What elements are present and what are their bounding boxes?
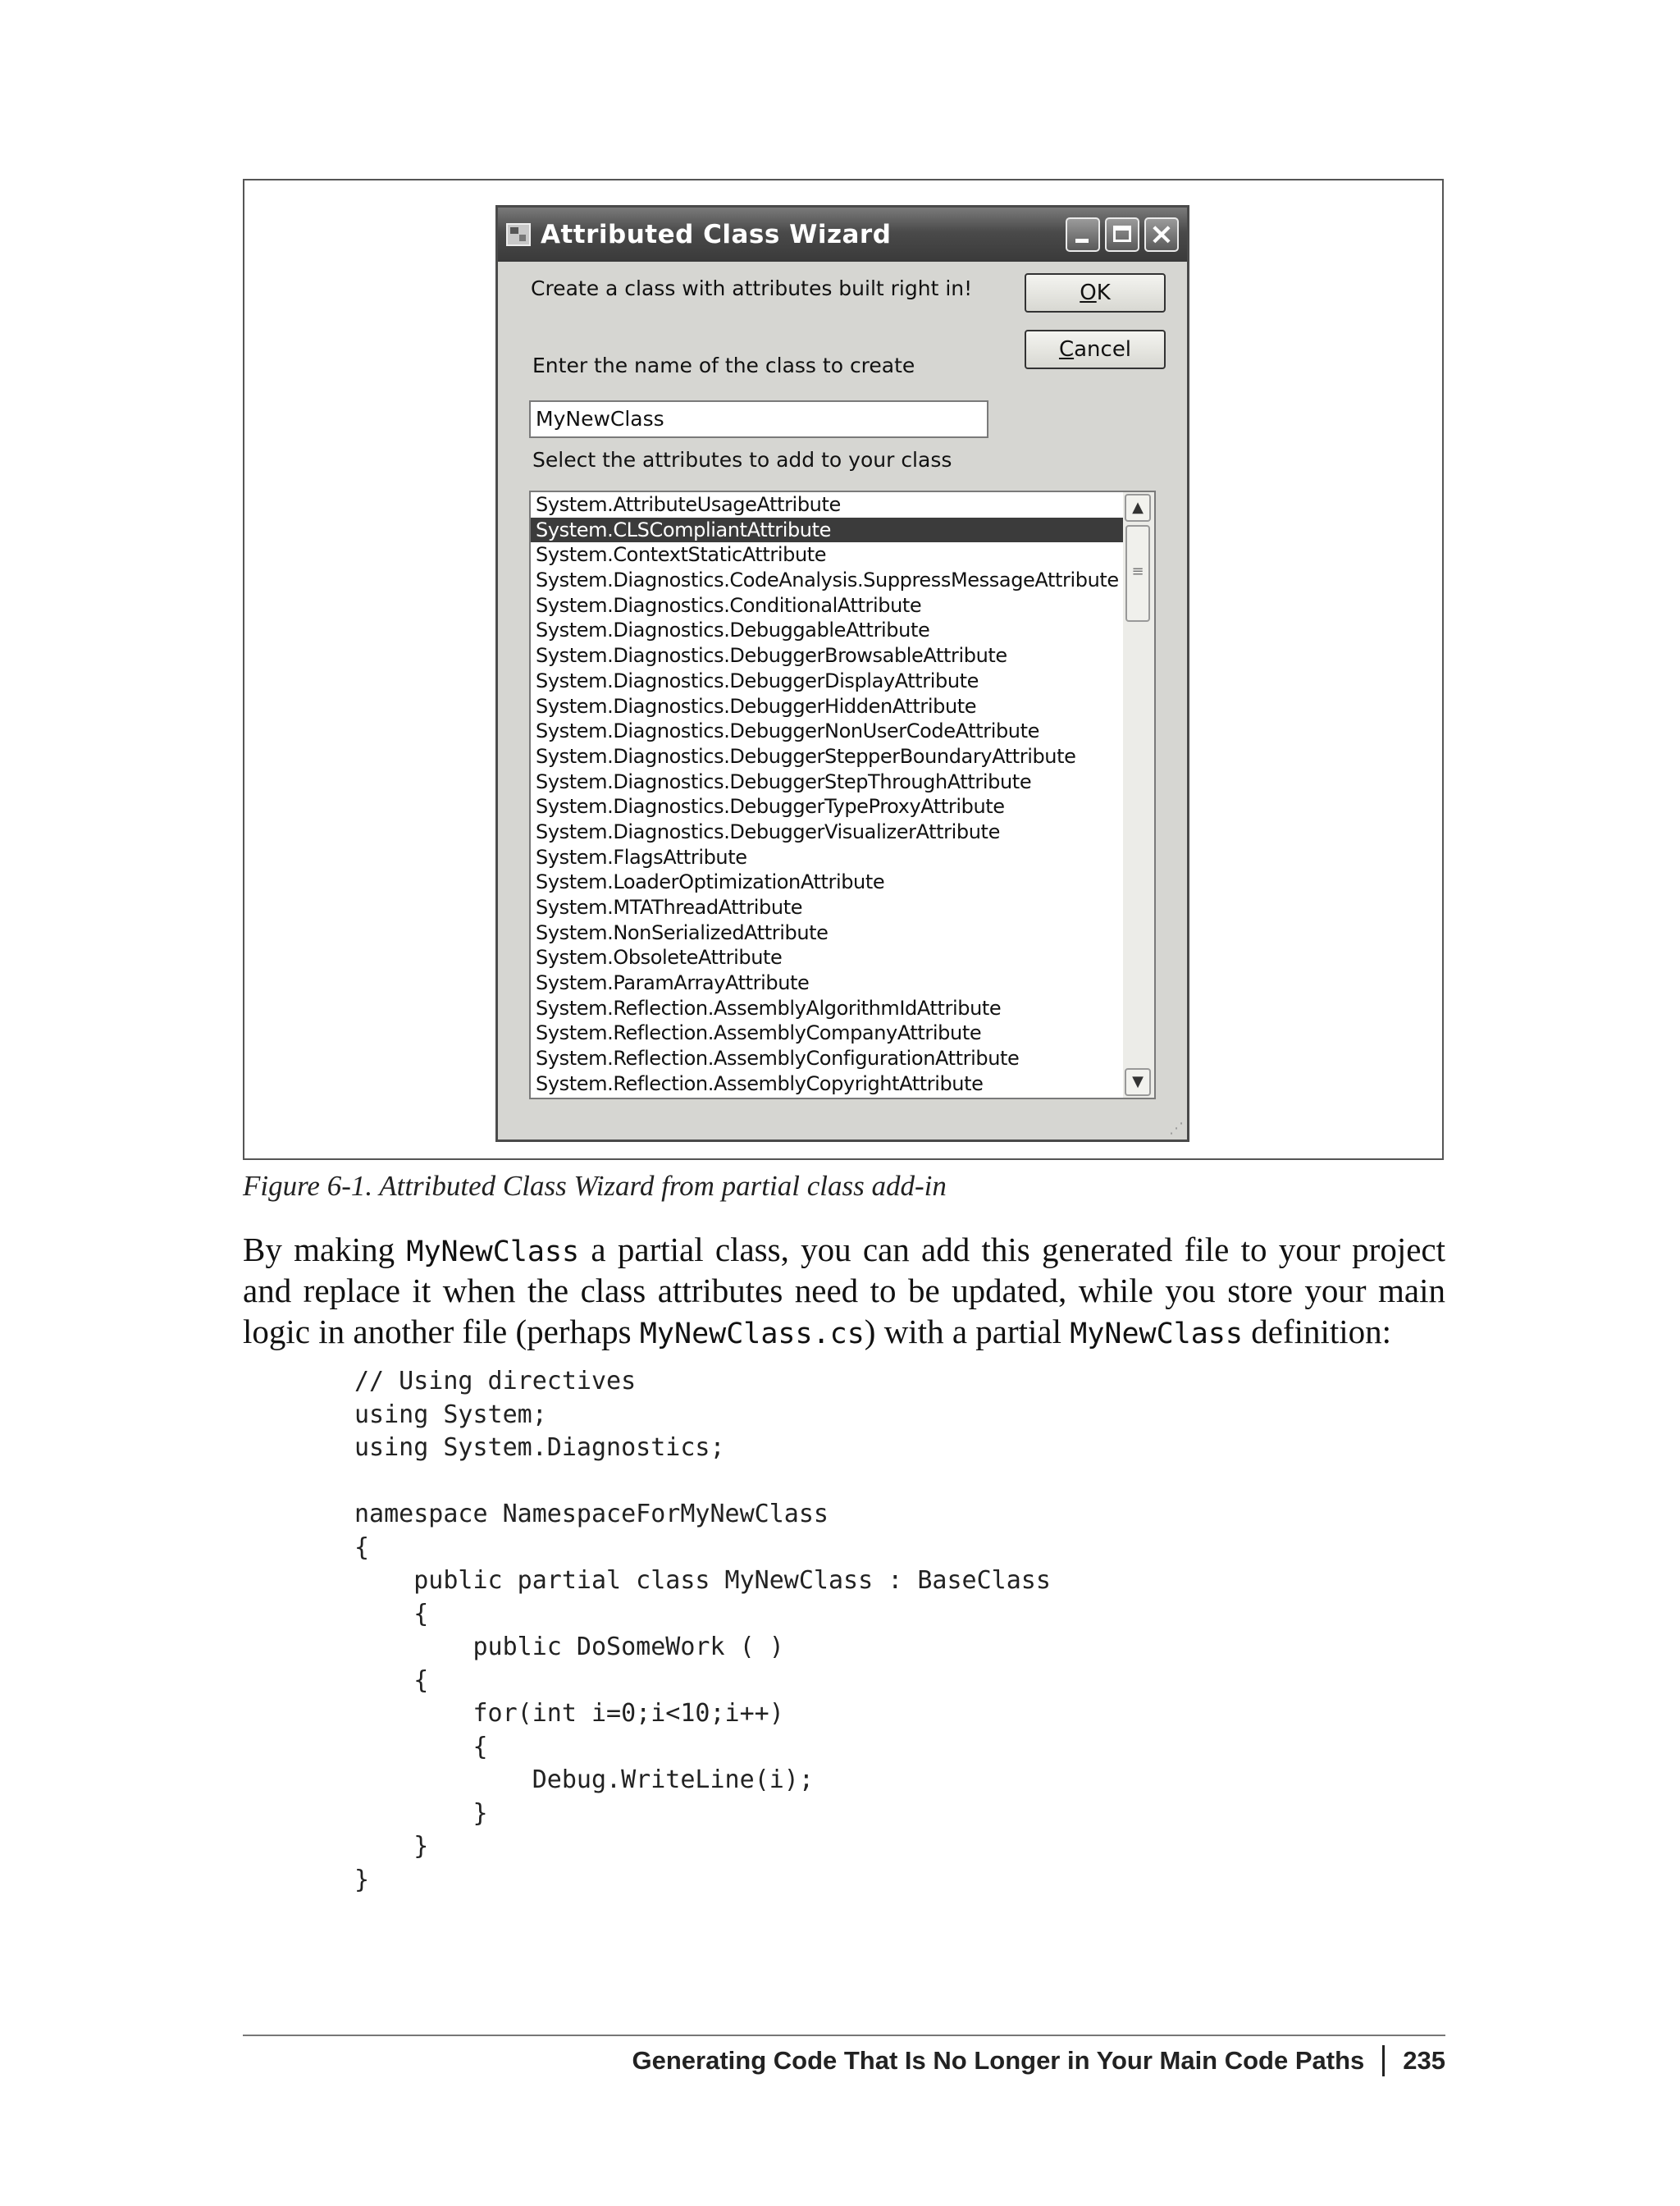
attribute-list-item[interactable]: System.Diagnostics.DebuggerTypeProxyAttribute — [536, 795, 1005, 819]
attribute-list-item[interactable]: System.Diagnostics.DebuggerStepThroughAttribute — [536, 770, 1032, 793]
inline-code: MyNewClass — [1070, 1318, 1243, 1350]
page-number: 235 — [1403, 2046, 1445, 2075]
attribute-list-item[interactable]: System.Diagnostics.DebuggerVisualizerAttribute — [536, 820, 1000, 843]
running-footer-title: Generating Code That Is No Longer in Your Main Code Paths — [632, 2046, 1365, 2075]
paragraph-line — [243, 1311, 1445, 1352]
attribute-list-item[interactable]: System.ObsoleteAttribute — [536, 946, 783, 970]
paragraph-line: and replace it when the class attributes need to be updated, while you store your main — [243, 1272, 1445, 1309]
cancel-mnemonic: C — [1058, 337, 1075, 362]
paragraph-line — [243, 1229, 1445, 1270]
listbox-scrollbar[interactable] — [1123, 492, 1154, 1098]
ok-label: K — [1096, 281, 1111, 305]
application-icon[interactable] — [506, 223, 531, 246]
attribute-list-item[interactable]: System.Diagnostics.DebuggableAttribute — [536, 619, 930, 642]
inline-code: MyNewClass — [406, 1235, 580, 1268]
code-line: { — [354, 1599, 429, 1628]
attribute-list-item[interactable]: System.ContextStaticAttribute — [536, 543, 827, 567]
intro-label: Create a class with attributes built right in! — [531, 276, 973, 300]
scroll-thumb[interactable]: ≡ — [1125, 525, 1150, 622]
attribute-list-item[interactable]: System.MTAThreadAttribute — [536, 896, 803, 919]
attribute-list-item[interactable]: System.Reflection.AssemblyConfigurationAttribute — [536, 1047, 1020, 1071]
text-run: ) with a partial — [864, 1313, 1071, 1350]
footer-separator — [1382, 2045, 1385, 2076]
cancel-button[interactable] — [1025, 330, 1166, 369]
dialog-title: Attributed Class Wizard — [541, 220, 892, 249]
code-line: public DoSomeWork ( ) — [354, 1633, 784, 1661]
window-controls — [1066, 217, 1179, 252]
close-icon[interactable]: × — [1144, 217, 1179, 252]
code-line: for(int i=0;i<10;i++) — [354, 1699, 784, 1728]
attribute-list-item[interactable]: System.FlagsAttribute — [536, 845, 747, 869]
attribute-list-item[interactable]: System.CLSCompliantAttribute — [531, 518, 1123, 543]
code-line: } — [354, 1832, 429, 1861]
attributes-label: Select the attributes to add to your class — [532, 448, 952, 472]
dialog-titlebar[interactable] — [498, 208, 1187, 262]
code-line: { — [354, 1665, 429, 1695]
ok-mnemonic: O — [1080, 281, 1097, 305]
code-line: using System.Diagnostics; — [354, 1433, 725, 1462]
text-run: logic in another file (perhaps — [243, 1313, 640, 1350]
attributes-listbox[interactable] — [529, 491, 1156, 1099]
text-run: definition: — [1242, 1313, 1392, 1350]
attribute-list-item[interactable]: System.Diagnostics.ConditionalAttribute — [536, 593, 922, 617]
attribute-list-item[interactable]: System.ParamArrayAttribute — [536, 971, 810, 995]
scroll-down-icon[interactable]: ▼ — [1125, 1068, 1151, 1096]
attributed-class-wizard-dialog — [495, 205, 1189, 1142]
attribute-list-item[interactable]: System.NonSerializedAttribute — [536, 920, 829, 944]
attribute-list-item[interactable]: System.Diagnostics.DebuggerDisplayAttribute — [536, 669, 979, 692]
maximize-icon[interactable] — [1105, 217, 1139, 252]
attribute-list-item[interactable]: System.LoaderOptimizationAttribute — [536, 870, 885, 894]
code-line: using System; — [354, 1400, 547, 1429]
scroll-up-icon[interactable]: ▲ — [1125, 494, 1151, 522]
resize-grip-icon[interactable]: ⋰ — [1169, 1120, 1184, 1137]
code-line: } — [354, 1865, 370, 1894]
attribute-list-item[interactable]: System.Diagnostics.DebuggerStepperBoundaryAttribute — [536, 744, 1076, 768]
code-line: public partial class MyNewClass : BaseClass — [354, 1566, 1051, 1595]
text-run: By making — [243, 1231, 407, 1268]
footer-rule — [243, 2035, 1445, 2036]
code-line: // Using directives — [354, 1367, 637, 1395]
attribute-list-item[interactable]: System.Reflection.AssemblyAlgorithmIdAttribute — [536, 996, 1002, 1020]
attribute-list-item[interactable]: System.AttributeUsageAttribute — [536, 493, 841, 516]
class-name-input[interactable]: MyNewClass — [529, 400, 988, 438]
code-line: { — [354, 1732, 488, 1761]
attribute-list-item[interactable]: System.Reflection.AssemblyCopyrightAttribute — [536, 1071, 984, 1095]
ok-button[interactable] — [1025, 273, 1166, 313]
class-name-label: Enter the name of the class to create — [532, 354, 915, 377]
code-line: Debug.WriteLine(i); — [354, 1765, 814, 1794]
figure-caption: Figure 6-1. Attributed Class Wizard from partial class add-in — [243, 1170, 947, 1202]
attribute-list-item[interactable]: System.Diagnostics.CodeAnalysis.SuppressMessageAttribute — [536, 569, 1119, 592]
code-line: namespace NamespaceForMyNewClass — [354, 1500, 829, 1528]
code-line: } — [354, 1798, 488, 1828]
code-line — [354, 1465, 1051, 1499]
attribute-list-item[interactable]: System.Diagnostics.DebuggerHiddenAttribute — [536, 694, 977, 718]
attribute-list-item[interactable]: System.Reflection.AssemblyCompanyAttribute — [536, 1021, 982, 1045]
body-paragraph — [243, 1229, 1445, 1352]
text-run: a partial class, you can add this generated file to your project — [579, 1231, 1446, 1268]
attributes-list — [531, 492, 1123, 1097]
inline-code: MyNewClass.cs — [639, 1318, 865, 1350]
minimize-icon[interactable] — [1066, 217, 1100, 252]
attribute-list-item[interactable]: System.Diagnostics.DebuggerBrowsableAttribute — [536, 644, 1007, 668]
code-line: { — [354, 1532, 370, 1562]
cancel-label: ancel — [1074, 337, 1132, 362]
attribute-list-item[interactable]: System.Diagnostics.DebuggerNonUserCodeAttribute — [536, 719, 1039, 743]
code-listing — [354, 1365, 1051, 1897]
page-footer — [632, 2045, 1446, 2076]
